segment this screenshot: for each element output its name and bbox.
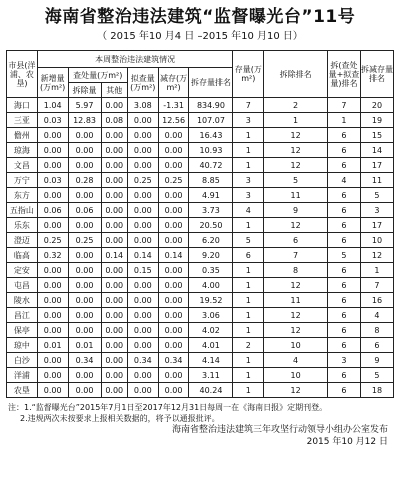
cell-r2: 12 bbox=[264, 278, 328, 293]
cell-disposal: 0.06 bbox=[68, 203, 101, 218]
cell-r3: 6 bbox=[327, 203, 360, 218]
header-new-added: 新增量(万m²) bbox=[37, 68, 68, 98]
cell-city: 昌江 bbox=[7, 308, 38, 323]
cell-reduction: 0.00 bbox=[158, 338, 189, 353]
cell-new-added: 0.25 bbox=[37, 233, 68, 248]
table-row bbox=[7, 368, 394, 383]
cell-city: 五指山 bbox=[7, 203, 38, 218]
cell-stock: 20.50 bbox=[189, 218, 233, 233]
cell-r4: 14 bbox=[360, 143, 393, 158]
cell-reduction: 0.25 bbox=[158, 173, 189, 188]
cell-ongoing: 0.00 bbox=[127, 383, 158, 398]
cell-r4: 8 bbox=[360, 323, 393, 338]
cell-r3: 6 bbox=[327, 383, 360, 398]
cell-reduction: 0.00 bbox=[158, 323, 189, 338]
header-stock: 存量(万m²) bbox=[233, 51, 264, 98]
cell-reduction: 0.00 bbox=[158, 233, 189, 248]
cell-r2: 10 bbox=[264, 338, 328, 353]
cell-new-added: 1.04 bbox=[37, 98, 68, 113]
cell-city: 乐东 bbox=[7, 218, 38, 233]
cell-r4: 5 bbox=[360, 188, 393, 203]
cell-r4: 17 bbox=[360, 218, 393, 233]
cell-ongoing: 0.00 bbox=[127, 323, 158, 338]
cell-city: 临高 bbox=[7, 248, 38, 263]
cell-r2: 2 bbox=[264, 98, 328, 113]
cell-r1: 5 bbox=[233, 233, 264, 248]
table-row bbox=[7, 278, 394, 293]
cell-r2: 12 bbox=[264, 383, 328, 398]
cell-r1: 1 bbox=[233, 353, 264, 368]
cell-r2: 12 bbox=[264, 323, 328, 338]
table-row bbox=[7, 143, 394, 158]
cell-demolished: 0.00 bbox=[101, 383, 127, 398]
cell-disposal: 0.00 bbox=[68, 308, 101, 323]
cell-new-added: 0.03 bbox=[37, 113, 68, 128]
cell-r2: 4 bbox=[264, 353, 328, 368]
table-row bbox=[7, 263, 394, 278]
cell-new-added: 0.00 bbox=[37, 278, 68, 293]
cell-reduction: 0.00 bbox=[158, 368, 189, 383]
cell-r1: 1 bbox=[233, 293, 264, 308]
cell-r4: 19 bbox=[360, 113, 393, 128]
cell-disposal: 0.00 bbox=[68, 368, 101, 383]
cell-r1: 1 bbox=[233, 383, 264, 398]
cell-stock: 4.00 bbox=[189, 278, 233, 293]
cell-stock: 16.43 bbox=[189, 128, 233, 143]
cell-r3: 5 bbox=[327, 248, 360, 263]
cell-demolished: 0.00 bbox=[101, 173, 127, 188]
cell-reduction: 0.00 bbox=[158, 293, 189, 308]
cell-stock: 834.90 bbox=[189, 98, 233, 113]
cell-new-added: 0.00 bbox=[37, 293, 68, 308]
cell-ongoing: 0.34 bbox=[127, 353, 158, 368]
page-title: 海南省整治违法建筑“监督曝光台”11号 bbox=[44, 7, 356, 27]
cell-new-added: 0.00 bbox=[37, 323, 68, 338]
cell-demolished: 0.00 bbox=[101, 188, 127, 203]
cell-reduction: 12.56 bbox=[158, 113, 189, 128]
cell-r1: 6 bbox=[233, 248, 264, 263]
cell-city: 保亭 bbox=[7, 323, 38, 338]
cell-stock: 3.06 bbox=[189, 308, 233, 323]
cell-r3: 3 bbox=[327, 353, 360, 368]
cell-stock: 10.93 bbox=[189, 143, 233, 158]
cell-r4: 15 bbox=[360, 128, 393, 143]
cell-city: 三亚 bbox=[7, 113, 38, 128]
cell-new-added: 0.00 bbox=[37, 383, 68, 398]
cell-reduction: 0.00 bbox=[158, 308, 189, 323]
cell-ongoing: 0.00 bbox=[127, 293, 158, 308]
cell-r2: 12 bbox=[264, 128, 328, 143]
cell-stock: 6.20 bbox=[189, 233, 233, 248]
cell-r1: 1 bbox=[233, 278, 264, 293]
cell-ongoing: 0.00 bbox=[127, 233, 158, 248]
cell-ongoing: 0.00 bbox=[127, 128, 158, 143]
cell-demolished: 0.00 bbox=[101, 203, 127, 218]
cell-demolished: 0.08 bbox=[101, 113, 127, 128]
cell-disposal: 0.00 bbox=[68, 143, 101, 158]
cell-new-added: 0.00 bbox=[37, 368, 68, 383]
cell-r1: 7 bbox=[233, 98, 264, 113]
cell-stock: 3.73 bbox=[189, 203, 233, 218]
cell-demolished: 0.00 bbox=[101, 218, 127, 233]
cell-reduction: 0.00 bbox=[158, 383, 189, 398]
cell-ongoing: 0.00 bbox=[127, 278, 158, 293]
cell-ongoing: 0.00 bbox=[127, 113, 158, 128]
cell-disposal: 0.00 bbox=[68, 248, 101, 263]
cell-demolished: 0.00 bbox=[101, 143, 127, 158]
cell-r2: 12 bbox=[264, 218, 328, 233]
cell-demolished: 0.00 bbox=[101, 263, 127, 278]
cell-r4: 10 bbox=[360, 233, 393, 248]
cell-r3: 6 bbox=[327, 143, 360, 158]
cell-r2: 6 bbox=[264, 233, 328, 248]
cell-r2: 7 bbox=[264, 248, 328, 263]
cell-reduction: 0.14 bbox=[158, 248, 189, 263]
cell-r2: 12 bbox=[264, 158, 328, 173]
cell-new-added: 0.01 bbox=[37, 338, 68, 353]
cell-new-added: 0.00 bbox=[37, 353, 68, 368]
cell-r4: 16 bbox=[360, 293, 393, 308]
cell-new-added: 0.00 bbox=[37, 218, 68, 233]
cell-city: 儋州 bbox=[7, 128, 38, 143]
cell-reduction: 0.34 bbox=[158, 353, 189, 368]
cell-r3: 6 bbox=[327, 323, 360, 338]
cell-r1: 1 bbox=[233, 218, 264, 233]
cell-disposal: 0.34 bbox=[68, 353, 101, 368]
cell-r1: 2 bbox=[233, 338, 264, 353]
cell-reduction: -1.31 bbox=[158, 98, 189, 113]
cell-ongoing: 0.00 bbox=[127, 338, 158, 353]
table-row bbox=[7, 98, 394, 113]
cell-new-added: 0.00 bbox=[37, 158, 68, 173]
cell-r4: 9 bbox=[360, 353, 393, 368]
cell-r1: 1 bbox=[233, 368, 264, 383]
cell-r2: 8 bbox=[264, 263, 328, 278]
cell-r2: 5 bbox=[264, 173, 328, 188]
cell-r4: 12 bbox=[360, 248, 393, 263]
note-1: 注：1.“监督曝光台”2015年7月1日至2017年12月31日每周一在《海南日报》定期刊登。 bbox=[8, 403, 328, 412]
table-body bbox=[7, 98, 394, 398]
cell-disposal: 5.97 bbox=[68, 98, 101, 113]
header-stock-rank: 拆存量排名 bbox=[189, 68, 233, 98]
cell-r3: 6 bbox=[327, 368, 360, 383]
cell-demolished: 0.00 bbox=[101, 98, 127, 113]
table-row bbox=[7, 293, 394, 308]
cell-r1: 1 bbox=[233, 308, 264, 323]
cell-stock: 40.72 bbox=[189, 158, 233, 173]
cell-r4: 17 bbox=[360, 158, 393, 173]
table-row bbox=[7, 173, 394, 188]
note-2: 2.违规两次未按要求上报相关数据的，将予以通报批评。 bbox=[20, 414, 220, 423]
cell-r4: 20 bbox=[360, 98, 393, 113]
cell-r1: 3 bbox=[233, 113, 264, 128]
cell-ongoing: 0.00 bbox=[127, 308, 158, 323]
cell-r3: 6 bbox=[327, 158, 360, 173]
cell-city: 洋浦 bbox=[7, 368, 38, 383]
cell-city: 澄迈 bbox=[7, 233, 38, 248]
cell-r3: 1 bbox=[327, 113, 360, 128]
cell-stock: 9.20 bbox=[189, 248, 233, 263]
cell-demolished: 0.00 bbox=[101, 278, 127, 293]
cell-city: 万宁 bbox=[7, 173, 38, 188]
cell-new-added: 0.00 bbox=[37, 143, 68, 158]
cell-ongoing: 0.25 bbox=[127, 173, 158, 188]
cell-stock: 4.01 bbox=[189, 338, 233, 353]
table-row bbox=[7, 338, 394, 353]
cell-city: 海口 bbox=[7, 98, 38, 113]
cell-city: 琼中 bbox=[7, 338, 38, 353]
cell-stock: 4.02 bbox=[189, 323, 233, 338]
cell-disposal: 0.00 bbox=[68, 323, 101, 338]
cell-disposal: 0.00 bbox=[68, 263, 101, 278]
cell-demolished: 0.00 bbox=[101, 158, 127, 173]
cell-r4: 4 bbox=[360, 308, 393, 323]
cell-ongoing: 0.00 bbox=[127, 188, 158, 203]
cell-ongoing: 0.00 bbox=[127, 203, 158, 218]
cell-r3: 6 bbox=[327, 293, 360, 308]
cell-new-added: 0.06 bbox=[37, 203, 68, 218]
table-header bbox=[7, 51, 394, 98]
cell-new-added: 0.00 bbox=[37, 308, 68, 323]
cell-disposal: 0.25 bbox=[68, 233, 101, 248]
cell-r1: 1 bbox=[233, 143, 264, 158]
table-row bbox=[7, 218, 394, 233]
table-row bbox=[7, 248, 394, 263]
cell-ongoing: 3.08 bbox=[127, 98, 158, 113]
cell-reduction: 0.00 bbox=[158, 128, 189, 143]
cell-stock: 8.85 bbox=[189, 173, 233, 188]
header-demolished: 拆除量 bbox=[68, 83, 101, 98]
cell-disposal: 0.00 bbox=[68, 158, 101, 173]
cell-r2: 12 bbox=[264, 308, 328, 323]
cell-demolished: 0.00 bbox=[101, 368, 127, 383]
cell-disposal: 0.00 bbox=[68, 128, 101, 143]
cell-new-added: 0.00 bbox=[37, 128, 68, 143]
cell-stock: 4.14 bbox=[189, 353, 233, 368]
cell-city: 屯昌 bbox=[7, 278, 38, 293]
cell-ongoing: 0.14 bbox=[127, 248, 158, 263]
header-weekly-situation: 本周整治违法建筑情况 bbox=[37, 51, 233, 68]
cell-r3: 6 bbox=[327, 188, 360, 203]
cell-disposal: 0.00 bbox=[68, 383, 101, 398]
cell-new-added: 0.03 bbox=[37, 173, 68, 188]
cell-r4: 18 bbox=[360, 383, 393, 398]
cell-r3: 6 bbox=[327, 128, 360, 143]
cell-disposal: 0.00 bbox=[68, 188, 101, 203]
cell-r4: 5 bbox=[360, 368, 393, 383]
cell-city: 文昌 bbox=[7, 158, 38, 173]
cell-disposal: 12.83 bbox=[68, 113, 101, 128]
cell-r3: 6 bbox=[327, 263, 360, 278]
cell-reduction: 0.00 bbox=[158, 188, 189, 203]
supervision-table bbox=[6, 50, 394, 398]
cell-city: 东方 bbox=[7, 188, 38, 203]
footer-issuer: 海南省整治违法建筑三年攻坚行动领导小组办公室发布 bbox=[171, 425, 388, 435]
cell-demolished: 0.00 bbox=[101, 323, 127, 338]
cell-r2: 11 bbox=[264, 188, 328, 203]
cell-r4: 7 bbox=[360, 278, 393, 293]
cell-stock: 40.24 bbox=[189, 383, 233, 398]
cell-r4: 1 bbox=[360, 263, 393, 278]
cell-r4: 6 bbox=[360, 338, 393, 353]
cell-new-added: 0.00 bbox=[37, 263, 68, 278]
cell-r1: 1 bbox=[233, 128, 264, 143]
header-city: 市县(洋浦、农垦) bbox=[7, 51, 38, 98]
cell-disposal: 0.00 bbox=[68, 293, 101, 308]
table-row bbox=[7, 188, 394, 203]
notes bbox=[6, 402, 394, 424]
cell-demolished: 0.00 bbox=[101, 293, 127, 308]
cell-r1: 1 bbox=[233, 263, 264, 278]
cell-ongoing: 0.00 bbox=[127, 158, 158, 173]
header-ongoing: 拟查量(万m²) bbox=[127, 68, 158, 98]
cell-r3: 6 bbox=[327, 308, 360, 323]
cell-r3: 4 bbox=[327, 173, 360, 188]
cell-r3: 6 bbox=[327, 338, 360, 353]
cell-r2: 1 bbox=[264, 113, 328, 128]
cell-reduction: 0.00 bbox=[158, 278, 189, 293]
table-row bbox=[7, 158, 394, 173]
cell-r2: 10 bbox=[264, 368, 328, 383]
table-row bbox=[7, 203, 394, 218]
header-disposal-rank: 拆除排名 bbox=[264, 51, 328, 98]
footer-date: 2015 年10 月12 日 bbox=[306, 437, 388, 447]
table-row bbox=[7, 353, 394, 368]
cell-disposal: 0.28 bbox=[68, 173, 101, 188]
cell-r1: 3 bbox=[233, 188, 264, 203]
cell-reduction: 0.00 bbox=[158, 263, 189, 278]
table-row bbox=[7, 308, 394, 323]
cell-r3: 6 bbox=[327, 233, 360, 248]
cell-new-added: 0.32 bbox=[37, 248, 68, 263]
cell-r1: 1 bbox=[233, 158, 264, 173]
cell-r1: 4 bbox=[233, 203, 264, 218]
cell-demolished: 0.00 bbox=[101, 128, 127, 143]
cell-r3: 7 bbox=[327, 98, 360, 113]
header-reduction: 减存(万m²) bbox=[158, 68, 189, 98]
cell-demolished: 0.00 bbox=[101, 308, 127, 323]
cell-reduction: 0.00 bbox=[158, 203, 189, 218]
cell-demolished: 0.00 bbox=[101, 353, 127, 368]
cell-stock: 0.35 bbox=[189, 263, 233, 278]
cell-city: 白沙 bbox=[7, 353, 38, 368]
cell-city: 定安 bbox=[7, 263, 38, 278]
cell-disposal: 0.00 bbox=[68, 278, 101, 293]
cell-r3: 6 bbox=[327, 218, 360, 233]
cell-r1: 3 bbox=[233, 173, 264, 188]
footer bbox=[6, 424, 394, 448]
cell-reduction: 0.00 bbox=[158, 158, 189, 173]
cell-r3: 6 bbox=[327, 278, 360, 293]
table-row bbox=[7, 113, 394, 128]
cell-demolished: 0.00 bbox=[101, 338, 127, 353]
cell-stock: 19.52 bbox=[189, 293, 233, 308]
cell-city: 农垦 bbox=[7, 383, 38, 398]
cell-reduction: 0.00 bbox=[158, 218, 189, 233]
cell-stock: 3.11 bbox=[189, 368, 233, 383]
table-row bbox=[7, 233, 394, 248]
header-other: 其他 bbox=[101, 83, 127, 98]
cell-stock: 4.91 bbox=[189, 188, 233, 203]
cell-ongoing: 0.00 bbox=[127, 368, 158, 383]
date-range: （ 2015 年10 月4 日 –2015 年10 月10 日） bbox=[97, 31, 303, 42]
table-row bbox=[7, 323, 394, 338]
cell-r2: 11 bbox=[264, 293, 328, 308]
cell-r2: 12 bbox=[264, 143, 328, 158]
cell-stock: 107.07 bbox=[189, 113, 233, 128]
cell-r2: 9 bbox=[264, 203, 328, 218]
table-row bbox=[7, 383, 394, 398]
cell-disposal: 0.01 bbox=[68, 338, 101, 353]
cell-demolished: 0.14 bbox=[101, 248, 127, 263]
cell-ongoing: 0.15 bbox=[127, 263, 158, 278]
cell-new-added: 0.00 bbox=[37, 188, 68, 203]
header-stock-reduction-rank: 拆减存量排名 bbox=[360, 51, 393, 98]
header-disposal-growth-rank: 拆(查处量+拟查量)排名 bbox=[327, 51, 360, 98]
cell-r4: 3 bbox=[360, 203, 393, 218]
cell-disposal: 0.00 bbox=[68, 218, 101, 233]
cell-reduction: 0.00 bbox=[158, 143, 189, 158]
cell-demolished: 0.00 bbox=[101, 233, 127, 248]
cell-r1: 1 bbox=[233, 323, 264, 338]
cell-city: 陵水 bbox=[7, 293, 38, 308]
cell-r4: 11 bbox=[360, 173, 393, 188]
cell-ongoing: 0.00 bbox=[127, 218, 158, 233]
cell-ongoing: 0.00 bbox=[127, 143, 158, 158]
table-row bbox=[7, 128, 394, 143]
header-disposal: 查处量(万m²) bbox=[68, 68, 127, 83]
cell-city: 琼海 bbox=[7, 143, 38, 158]
